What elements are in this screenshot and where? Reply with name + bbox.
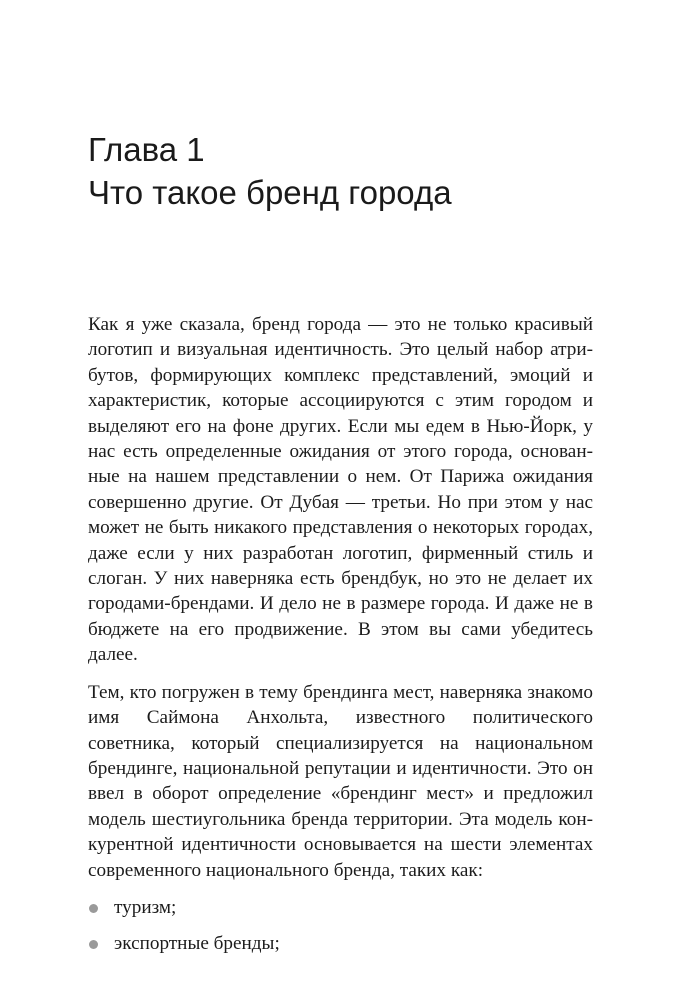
list-item-text: экспортные бренды;: [114, 933, 280, 955]
list-item: [88, 895, 593, 920]
chapter-number: Глава 1: [88, 131, 205, 168]
paragraph-2: Тем, кто погружен в тему брендинга мест, наверняка знакомо имя Саймона Анхольта, известного политического советника, который специализируется на национальном брендинге, национальной репутации и идентичности. Это он ввел в оборот определение «брендинг мест» и предложил модель шестиугольника бренда территории. Эта модель конкурентной идентичности основывается на шести элементах современного национального бренда, таких как:: [88, 681, 593, 881]
list-item: [88, 931, 593, 956]
list-item-text: туризм;: [114, 896, 177, 918]
body-text: [88, 312, 593, 968]
paragraph-1: Как я уже сказала, бренд города — это не только красивый логотип и визуальная идентичность. Это целый набор атрибутов, формирующих комплекс представлений, эмоций и характеристик, которые ассоциируются с этим городом и выделяют его на фоне других. Если мы едем в Нью-Йорк, у нас есть определенные ожидания от этого города, основанные на нашем представлении о нем. От Парижа ожидания совершенно другие. От Дубая — третьи. Но при этом у нас может не быть никакого представления о некоторых городах, даже если у них разработан логотип, фирменный стиль и слоган. У них наверняка есть брендбук, но это не делает их городами-брендами. И дело не в размере города. И даже не в бюджете на его продвижение. В этом вы сами убедитесь далее.: [88, 314, 593, 666]
bullet-dot-icon: [89, 940, 98, 949]
bullet-dot-icon: [89, 904, 98, 913]
chapter-heading: [88, 128, 452, 214]
chapter-title: Что такое бренд города: [88, 174, 452, 211]
bullet-list: [88, 895, 593, 957]
book-page: [88, 0, 593, 1000]
